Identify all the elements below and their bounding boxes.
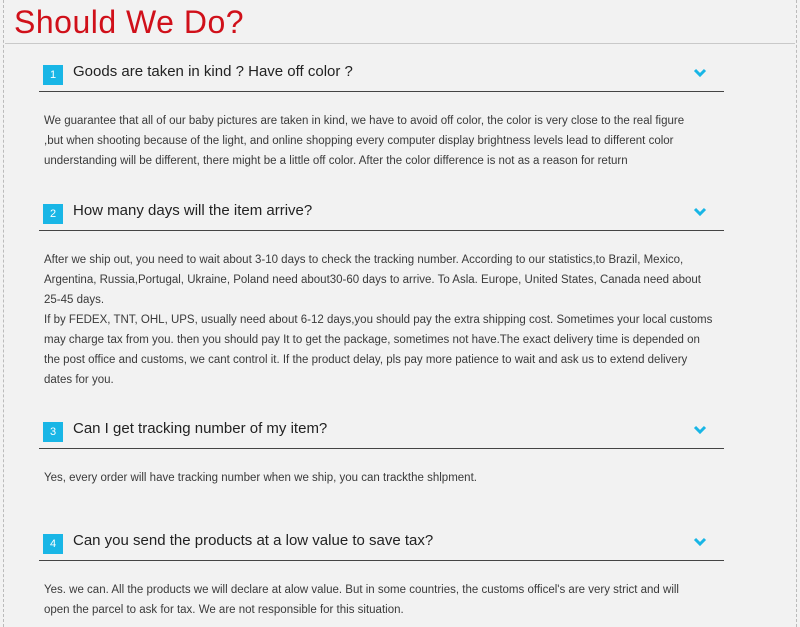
- question-divider: [39, 448, 724, 449]
- answer-line: After we ship out, you need to wait about 3-10 days to check the tracking number. According to our statistics,to Brazil, Mexico,: [44, 254, 684, 266]
- faq-question-2[interactable]: [39, 195, 724, 229]
- question-divider: [39, 230, 724, 231]
- answer-line: ,but when shooting because of the light, and online shopping every computer display brightness levels lead to different color: [44, 135, 674, 147]
- answer-line: 25-45 days.: [44, 294, 105, 306]
- question-text: Can I get tracking number of my item?: [73, 420, 328, 437]
- faq-question-3[interactable]: [39, 413, 724, 447]
- faq-answer-2: [44, 250, 734, 390]
- question-number-badge: 3: [43, 422, 63, 442]
- chevron-down-icon[interactable]: [692, 423, 708, 437]
- question-number-badge: 1: [43, 65, 63, 85]
- faq-answer-3: [44, 468, 734, 488]
- faq-answer-4: [44, 580, 734, 620]
- question-number-badge: 2: [43, 204, 63, 224]
- question-text: Goods are taken in kind ? Have off color ?: [73, 63, 353, 80]
- question-divider: [39, 91, 724, 92]
- chevron-down-icon[interactable]: [692, 535, 708, 549]
- answer-line: the post office and customs, we cant control it. If the product delay, pls pay more patience to wait and ask us to extend delivery: [44, 354, 688, 366]
- answer-line: understanding will be different, there might be a little off color. After the color difference is not as a reason for return: [44, 155, 628, 167]
- faq-answer-1: [44, 111, 734, 171]
- answer-line: may charge tax from you. then you should pay It to get the package, sometimes not have.The exact delivery time is depended on: [44, 334, 700, 346]
- question-number-badge: 4: [43, 534, 63, 554]
- question-divider: [39, 560, 724, 561]
- answer-line: We guarantee that all of our baby pictures are taken in kind, we have to avoid off color, the color is very close to the real figure: [44, 115, 685, 127]
- answer-line: Yes, every order will have tracking number when we ship, you can trackthe shlpment.: [44, 472, 477, 484]
- chevron-down-icon[interactable]: [692, 66, 708, 80]
- page-title: Should We Do?: [14, 4, 245, 40]
- question-text: How many days will the item arrive?: [73, 202, 313, 219]
- chevron-down-icon[interactable]: [692, 205, 708, 219]
- faq-question-1[interactable]: [39, 56, 724, 90]
- question-text: Can you send the products at a low value to save tax?: [73, 532, 434, 549]
- answer-line: open the parcel to ask for tax. We are not responsible for this situation.: [44, 604, 404, 616]
- title-divider: [5, 43, 795, 44]
- answer-line: Yes. we can. All the products we will declare at alow value. But in some countries, the customs officel's are very strict and will: [44, 584, 679, 596]
- faq-question-4[interactable]: [39, 525, 724, 559]
- answer-line: If by FEDEX, TNT, OHL, UPS, usually need about 6-12 days,you should pay the extra shipping cost. Sometimes your local customs: [44, 314, 713, 326]
- answer-line: dates for you.: [44, 374, 114, 386]
- answer-line: Argentina, Russia,Portugal, Ukraine, Poland need about30-60 days to arrive. To Asla. Europe, United States, Canada need about: [44, 274, 701, 286]
